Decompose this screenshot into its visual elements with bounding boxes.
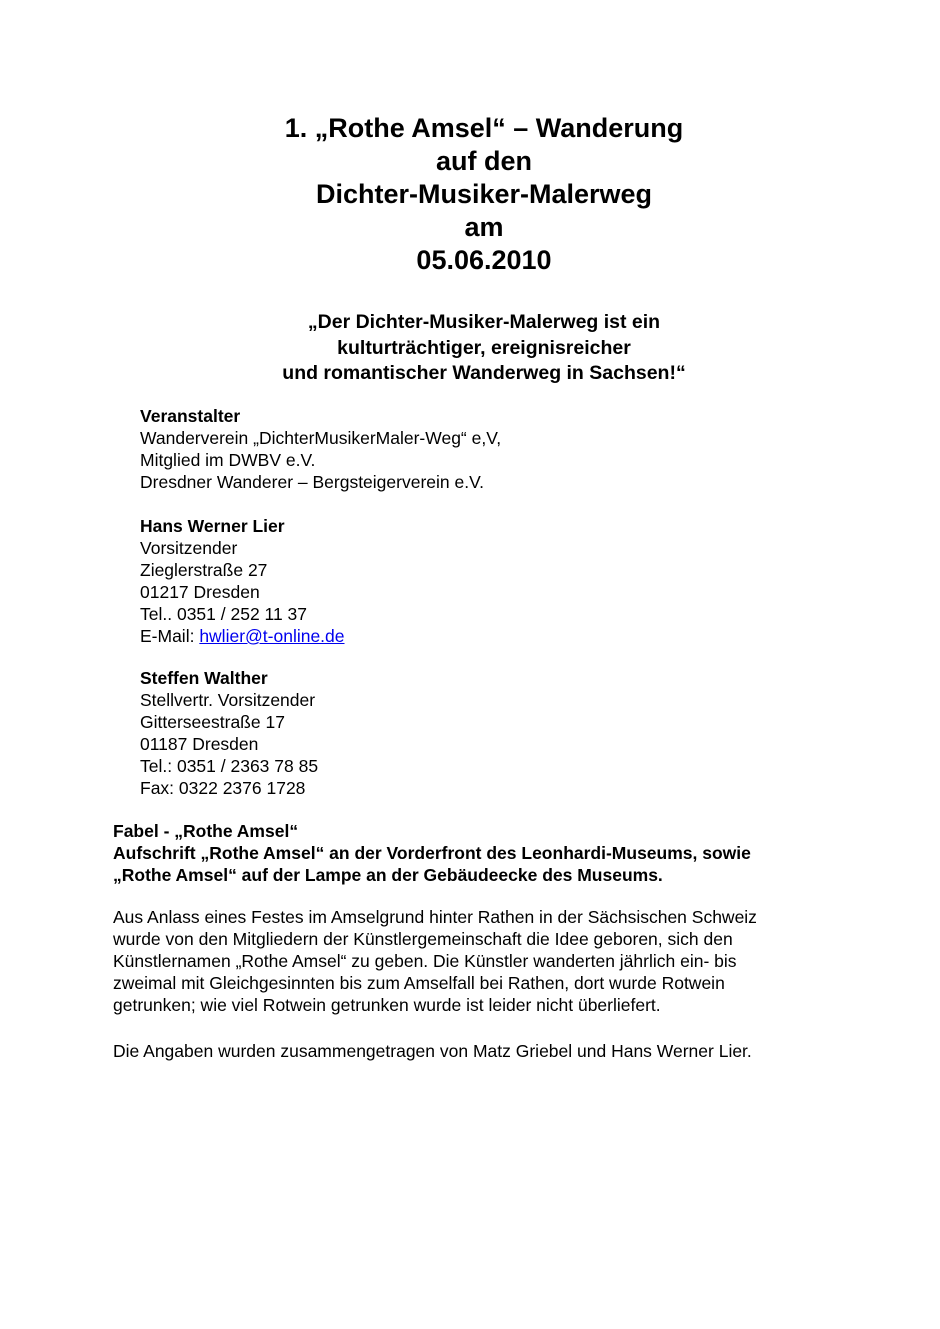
contact-email-row <box>140 625 345 647</box>
contact-name: Steffen Walther <box>140 668 268 688</box>
contact-phone: Tel.: 0351 / 2363 78 85 <box>140 756 319 776</box>
story-paragraph <box>113 906 757 1016</box>
title-line: Dichter-Musiker-Malerweg <box>315 179 653 209</box>
title-line: 1. „Rothe Amsel“ – Wanderung <box>284 113 684 143</box>
contact-role: Vorsitzender <box>140 538 238 558</box>
title-line: auf den <box>435 146 532 176</box>
story-line: wurde von den Mitgliedern der Künstlergemeinschaft die Idee geboren, sich den <box>113 929 733 949</box>
contact-city: 01217 Dresden <box>140 582 260 602</box>
fable-line: Fabel - „Rothe Amsel“ <box>113 821 299 841</box>
email-label: E-Mail: <box>140 626 200 646</box>
title-line: am <box>464 212 504 242</box>
story-line: getrunken; wie viel Rotwein getrunken wurde ist leider nicht überliefert. <box>113 995 661 1015</box>
organizer-heading: Veranstalter <box>140 406 241 426</box>
motto-line: kulturträchtiger, ereignisreicher <box>337 336 631 359</box>
contact-street: Gitterseestraße 17 <box>140 712 285 732</box>
credits-paragraph: Die Angaben wurden zusammengetragen von Matz Griebel und Hans Werner Lier. <box>113 1041 752 1061</box>
contact-street: Zieglerstraße 27 <box>140 560 268 580</box>
fable-line: „Rothe Amsel“ auf der Lampe an der Gebäudeecke des Museums. <box>113 865 663 885</box>
contact-vice-chairman <box>140 667 318 799</box>
organizer-line: Dresdner Wanderer – Bergsteigerverein e.V. <box>140 472 485 492</box>
email-link[interactable]: hwlier@t-online.de <box>199 626 345 646</box>
story-line: zweimal mit Gleichgesinnten bis zum Amselfall bei Rathen, dort wurde Rotwein <box>113 973 725 993</box>
organizer-line: Mitglied im DWBV e.V. <box>140 450 316 470</box>
motto-line: „Der Dichter-Musiker-Malerweg ist ein <box>307 311 661 333</box>
motto-line: und romantischer Wanderweg in Sachsen!“ <box>282 362 686 384</box>
motto-quote <box>0 310 940 387</box>
title-line: 05.06.2010 <box>416 245 552 275</box>
document-title <box>0 112 940 277</box>
story-line: Aus Anlass eines Festes im Amselgrund hinter Rathen in der Sächsischen Schweiz <box>113 907 757 927</box>
fable-line: Aufschrift „Rothe Amsel“ an der Vorderfront des Leonhardi-Museums, sowie <box>113 843 751 863</box>
fable-heading <box>113 820 751 886</box>
organizer-section <box>140 405 501 493</box>
organizer-line: Wanderverein „DichterMusikerMaler-Weg“ e,V, <box>140 428 502 448</box>
contact-phone: Tel.. 0351 / 252 11 37 <box>140 604 308 624</box>
contact-fax: Fax: 0322 2376 1728 <box>140 778 306 798</box>
contact-city: 01187 Dresden <box>140 734 259 754</box>
contact-chairman <box>140 515 345 647</box>
contact-role: Stellvertr. Vorsitzender <box>140 690 316 710</box>
story-line: Künstlernamen „Rothe Amsel“ zu geben. Die Künstler wanderten jährlich ein- bis <box>113 951 737 971</box>
contact-name: Hans Werner Lier <box>140 516 285 536</box>
